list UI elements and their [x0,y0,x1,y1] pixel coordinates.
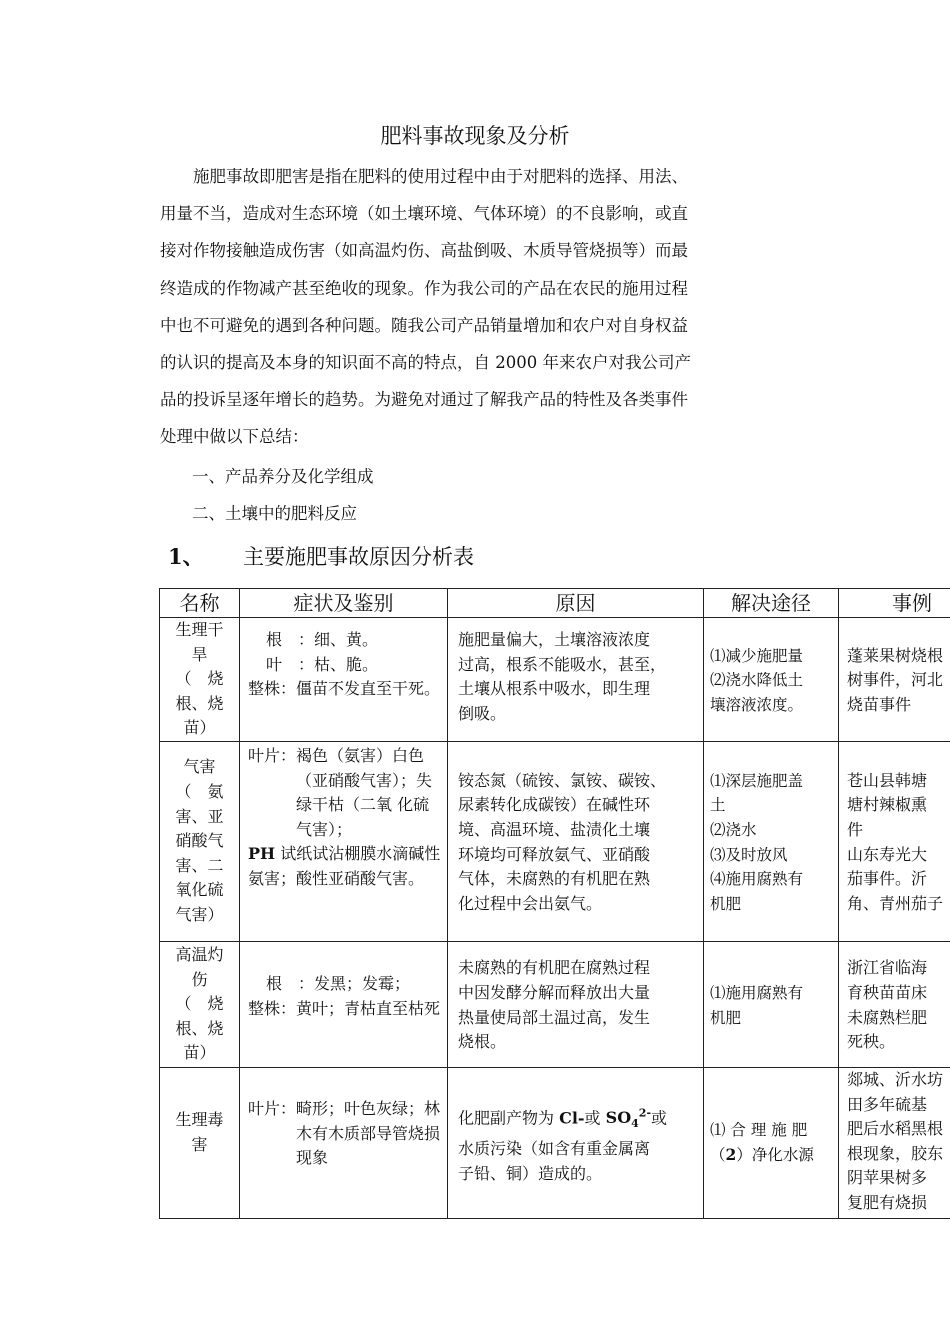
cell-cause [448,618,704,742]
cell-line: 根现象，胶东 [847,1143,944,1163]
cell-line: ⑶及时放风 [710,845,788,864]
section-title: 主要施肥事故原因分析表 [243,545,474,569]
column-header: 事例 [839,589,950,618]
table-row [160,618,950,742]
cell-line: 机肥 [710,1008,742,1027]
cell-cause [448,942,704,1068]
cell-line: 育秧苗苗床 [847,982,928,1002]
cell-line: 烧根。 [458,1032,507,1052]
cell-line: 整株：黄叶；青枯直至枯死 [248,998,441,1018]
column-header: 症状及鉴别 [240,589,448,618]
formula-superscript: 2- [638,1106,652,1120]
paragraph-line: 的认识的提高及本身的知识面不高的特点，自 2000 年来农户对我公司产 [160,352,691,372]
cell-line: 壤溶液浓度。 [710,695,804,714]
cell-line: 茄事件。沂 [847,869,928,889]
cell-line: 气害 [183,757,216,777]
cell-line: 害 [191,1135,208,1154]
cell-name [160,1068,240,1219]
cell-line: ⑷施用腐熟有 [710,870,804,889]
cell-text: 化肥副产物为 [458,1108,560,1128]
paragraph-line: 终造成的作物减产甚至绝收的现象。作为我公司的产品在农民的施用过程 [160,278,688,298]
cell-solution [704,618,839,742]
cell-line: 阴苹果树多 [847,1168,928,1188]
cell-line: （ 烧 [175,669,224,689]
cell-symptoms [240,742,448,942]
cell-line: 肥后水稻黑根 [847,1119,944,1139]
sulfate-formula [605,1106,652,1131]
cell-line: 机肥 [710,894,742,913]
cell-line: 气害） [175,904,224,924]
cell-solution [704,742,839,942]
formula-base: SO [605,1108,632,1128]
page-title: 肥料事故现象及分析 [380,124,570,148]
intro-paragraph [160,158,766,456]
cell-line: 土 [710,796,726,815]
cell-line: （ 氨 [175,782,224,802]
cell-line: 整株：僵苗不发直至干死。 [248,679,441,699]
cell-line: ⑴ 合 理 施 肥 [710,1121,808,1140]
cell-line: 热量使局部土温过高，发生 [458,1007,651,1027]
cell-line: （ 烧 [175,994,224,1014]
cell-line: 苗） [183,718,216,738]
list-item: 一、产品养分及化学组成 [192,467,374,486]
cell-solution [704,942,839,1068]
cell-line: 尿素转化成碳铵）在碱性环 [458,795,651,815]
formula-subscript: 4 [631,1117,639,1131]
paragraph-line: 品的投诉呈逐年增长的趋势。为避免对通过了解我产品的特性及各类事件 [160,390,688,410]
cell-line: 烧苗事件 [847,694,912,714]
cell-cause [448,742,704,942]
list-item: 二、土壤中的肥料反应 [192,504,357,523]
cell-line: 浙江省临海 [847,958,928,978]
table-row [160,1068,950,1219]
cell-text: ）净化水源 [736,1146,814,1164]
column-header: 解决途径 [704,589,839,618]
cell-line: 件 [847,819,864,839]
cell-example [839,942,950,1068]
cell-line: 根 ：细、黄。 [266,630,379,649]
paragraph-line: 中也不可避免的遇到各种问题。随我公司产品销量增加和农户对自身权益 [160,315,688,335]
cell-line: 生理干 [175,620,224,640]
section-number: 1、 [168,544,204,569]
paragraph-line: 接对作物接触造成伤害（如高温灼伤、高盐倒吸、木质导管烧损等）而最 [160,241,688,261]
cell-line: 倒吸。 [458,703,507,723]
cell-line: 蓬莱果树烧根 [847,645,944,665]
cell-line: 叶片：褐色（氨害）白色（亚硝酸气害）；失绿干枯（二氧 化硫气害）； [248,746,433,839]
cell-line: 根 ：发黑；发霉； [266,973,411,993]
cell-line: 郯城、沂水坊 [847,1070,944,1089]
cell-line: 旱 [191,644,208,664]
ph-label: PH [248,844,276,864]
cell-example [839,618,950,742]
cell-line: 水质污染（如含有重金属离 [458,1138,651,1158]
paragraph-line: 用量不当，造成对生态环境（如土壤环境、气体环境）的不良影响，或直 [160,204,688,224]
cell-line: 角、青州茄子 [847,893,944,913]
table-row [160,742,950,942]
cell-line: 死秧。 [847,1032,896,1052]
column-header: 原因 [448,589,704,618]
column-header: 名称 [160,589,240,618]
cell-example [839,742,950,942]
cell-line: 田多年硫基 [847,1094,928,1114]
cell-line: 中因发酵分解而释放出大量 [458,982,651,1002]
cell-line: ⑴深层施肥盖 [710,771,804,790]
cell-line: 未腐熟栏肥 [847,1007,928,1027]
cell-line: 环境均可释放氨气、亚硝酸 [458,844,651,864]
cell-text: 或 [584,1108,606,1128]
cell-line: 叶片：畸形；叶色灰绿；林木有木质部导管烧损现象 [248,1099,441,1168]
cell-symptoms [240,1068,448,1219]
chloride-formula: Cl- [559,1108,585,1128]
analysis-table [159,588,950,1219]
section-heading [168,541,474,571]
cell-line: 境、高温环境、盐渍化土壤 [458,819,651,839]
cell-line: 铵态氮（硫铵、氯铵、碳铵、 [458,770,667,790]
cell-line: 叶 ：枯、脆。 [266,654,379,674]
cell-name [160,742,240,942]
cell-line: 气体，未腐熟的有机肥在熟 [458,869,651,889]
cell-text: 或 [651,1108,668,1128]
cell-line: 氧化硫 [175,880,224,900]
cell-line: 子铅、铜）造成的。 [458,1163,603,1183]
cell-text: （ [710,1146,726,1164]
cell-example [839,1068,950,1219]
cell-name [160,942,240,1068]
cell-cause [448,1068,704,1219]
cell-line: 根、烧 [175,693,224,713]
cell-text: 2 [725,1145,737,1164]
cell-symptoms [240,942,448,1068]
cell-line: 生理毒 [175,1110,224,1130]
cell-line: 未腐熟的有机肥在腐熟过程 [458,958,651,978]
cell-line: 土壤从根系中吸水，即生理 [458,679,651,699]
cell-line: 塘村辣椒熏 [847,795,928,815]
cell-line: 施肥量偏大，土壤溶液浓度 [458,630,651,649]
cell-line: 硝酸气 [175,831,224,851]
paragraph-line: 施肥事故即肥害是指在肥料的使用过程中由于对肥料的选择、用法、 [193,167,688,186]
cell-line: ⑵浇水降低土 [710,671,804,690]
cell-line: 高温灼 [175,945,224,965]
cell-line: 苍山县韩塘 [847,770,928,790]
cell-solution [704,1068,839,1219]
cell-symptoms [240,618,448,742]
cell-line: ⑴施用腐熟有 [710,983,804,1002]
cell-line: 害、亚 [175,806,224,826]
cell-line: 根、烧 [175,1018,224,1038]
cell-line: 伤 [191,969,208,989]
paragraph-line: 处理中做以下总结： [160,427,309,447]
cell-name [160,618,240,742]
cell-line: ⑴减少施肥量 [710,646,804,665]
cell-line: ⑵浇水 [710,820,757,839]
cell-line: 苗） [183,1043,216,1063]
cell-line: 树事件，河北 [847,670,944,690]
table-header-row [160,589,950,618]
cell-line: 山东寿光大 [847,844,928,864]
cell-line: 害、二 [175,855,224,875]
table-row [160,942,950,1068]
cell-line: 复肥有烧损 [847,1192,928,1212]
cell-line: 过高，根系不能吸水，甚至， [458,654,667,674]
cell-line: 试纸试沾棚膜水滴碱性氨害；酸性亚硝酸气害。 [248,844,441,888]
cell-line: 化过程中会出氨气。 [458,893,603,913]
